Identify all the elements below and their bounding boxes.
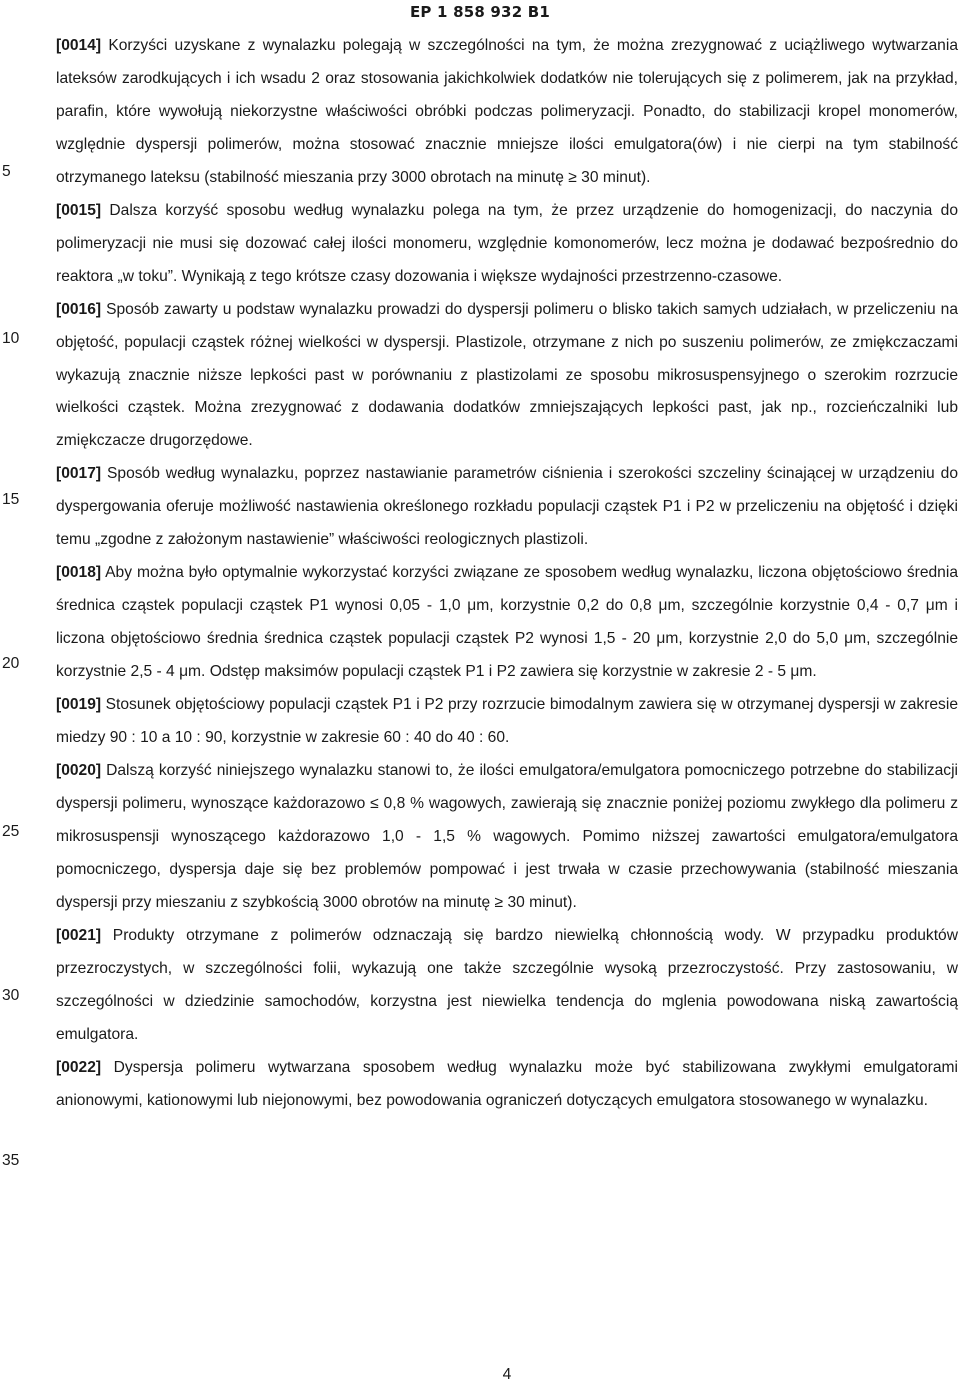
paragraph-number: [0021] — [56, 926, 102, 944]
line-number-10: 10 — [2, 330, 20, 347]
line-number-30: 30 — [2, 987, 20, 1004]
line-number-35: 35 — [2, 1152, 20, 1169]
paragraph-0018 — [56, 557, 958, 689]
paragraph-number: [0022] — [56, 1058, 102, 1076]
paragraph-number: [0019] — [56, 696, 102, 714]
page-number: 4 — [502, 1366, 512, 1383]
paragraph-text: Korzyści uzyskane z wynalazku polegają w szczególności na tym, że można zrezygnować z uciążliwego wytwarzania lateksów zarodkujących i ich wsadu 2 oraz stosowania jakichkolwiek dodatków nie tolerujących się z polimerem, jak na przykład, parafin, które wywołują niekorzystne właściwości obróbki podczas polimeryzacji. Ponadto, do stabilizacji kropel monomerów, względnie dyspersji polimerów, można stosować znacznie mniejsze ilości emulgatora(ów) i nie cierpi na tym stabilność otrzymanego lateksu (stabilność mieszania przy 3000 obrotach na minutę ≥ 30 minut). — [56, 37, 958, 186]
paragraph-0021 — [56, 920, 958, 1052]
paragraph-text: Dyspersja polimeru wytwarzana sposobem według wynalazku może być stabilizowana zwykłymi emulgatorami anionowymi, kationowymi lub niejonowymi, bez powodowania ograniczeń dotyczących emulgatora stosowanego w wynalazku. — [56, 1058, 958, 1109]
paragraph-text: Dalszą korzyść niniejszego wynalazku stanowi to, że ilości emulgatora/emulgatora pomocniczego potrzebne do stabilizacji dyspersji polimeru, wynoszące każdorazowo ≤ 0,8 % wagowych, zawierają się znacznie poniżej poziomu zwykłego dla polimeru z mikrosuspensji wynoszącego każdorazowo 1,0 - 1,5 % wagowych. Pomimo niższej zawartości emulgatora/emulgatora pomocniczego, dyspersja daje się bez problemów pompować i jest trwała w czasie przechowywania (stabilność mieszania dyspersji przy mieszaniu z szybkością 3000 obrotów na minutę ≥ 30 minut). — [56, 761, 958, 911]
paragraph-0019 — [56, 689, 958, 755]
paragraph-number: [0014] — [56, 37, 102, 54]
paragraph-0015 — [56, 195, 958, 294]
line-number-25: 25 — [2, 823, 20, 840]
paragraph-0022 — [56, 1052, 958, 1118]
paragraph-text: Sposób zawarty u podstaw wynalazku prowadzi do dyspersji polimeru o blisko takich samych udziałach, w przeliczeniu na objętość, populacji cząstek różnej wielkości w dyspersji. Plastizole, otrzymane z nich po suszeniu polimerów, ze zmiękczaczami wykazują znacznie niższe lepkości past w porównaniu z plastizolami ze sposobu mikrosuspensyjnego o szerokim rozrzucie wielkości cząstek. Można zrezygnować z dodawania dodatków zmniejszających lepkości past, jak np., rozcieńczalniki lub zmiękczacze drugorzędowe. — [56, 300, 958, 450]
paragraph-0020 — [56, 755, 958, 920]
paragraph-number: [0017] — [56, 465, 102, 483]
paragraph-0014 — [56, 30, 958, 195]
line-number-5: 5 — [2, 163, 11, 180]
paragraph-text: Produkty otrzymane z polimerów odznaczają się bardzo niewielką chłonnością wody. W przypadku produktów przezroczystych, w szczególności folii, wykazują one także szczególnie wysoką przezroczystość. Przy zastosowaniu, w szczególności w dziedzinie samochodów, korzystna jest niewielka tendencja do mglenia powodowana niską zawartością emulgatora. — [56, 926, 958, 1043]
paragraph-number: [0015] — [56, 201, 102, 219]
paragraph-text: Sposób według wynalazku, poprzez nastawianie parametrów ciśnienia i szerokości szczeliny ścinającej w urządzeniu do dyspergowania oferuje możliwość nastawienia określonego rozkładu populacji cząstek P1 i P2 w przeliczeniu na objętość i dzięki temu „zgodne z założonym nastawienie” właściwości reologicznych plastizoli. — [56, 465, 958, 549]
paragraph-0016 — [56, 294, 958, 459]
line-number-20: 20 — [2, 655, 20, 672]
paragraph-number: [0020] — [56, 761, 102, 779]
paragraph-number: [0016] — [56, 300, 102, 318]
paragraph-0017 — [56, 458, 958, 557]
paragraph-text: Stosunek objętościowy populacji cząstek P1 i P2 przy rozrzucie bimodalnym zawiera się w otrzymanej dyspersji w zakresie miedzy 90 : 10 a 10 : 90, korzystnie w zakresie 60 : 40 do 40 : 60. — [56, 696, 958, 747]
paragraph-text: Dalsza korzyść sposobu według wynalazku polega na tym, że przez urządzenie do homogenizacji, do naczynia do polimeryzacji nie musi się dozować całej ilości monomeru, względnie komonomerów, lecz można je dodawać bezpośrednio do reaktora „w toku”. Wynikają z tego krótsze czasy dozowania i większe wydajności przestrzenno-czasowe. — [56, 201, 958, 285]
patent-number-header: EP 1 858 932 B1 — [409, 3, 551, 21]
document-body — [56, 30, 958, 1117]
paragraph-number: [0018] — [56, 564, 102, 582]
line-number-15: 15 — [2, 491, 20, 508]
paragraph-text: Aby można było optymalnie wykorzystać korzyści związane ze sposobem według wynalazku, liczona objętościowo średnia średnica cząstek populacji cząstek P1 wynosi 0,05 - 1,0 μm, korzystnie 0,2 do 0,8 μm, szczególnie korzystnie 0,4 - 0,7 μm i liczona objętościowo średnia średnica cząstek populacji cząstek P2 wynosi 1,5 - 20 μm, korzystnie 2,0 do 5,0 μm, szczególnie korzystnie 2,5 - 4 μm. Odstęp maksimów populacji cząstek P1 i P2 zawiera się korzystnie w zakresie 2 - 5 μm. — [56, 564, 958, 681]
